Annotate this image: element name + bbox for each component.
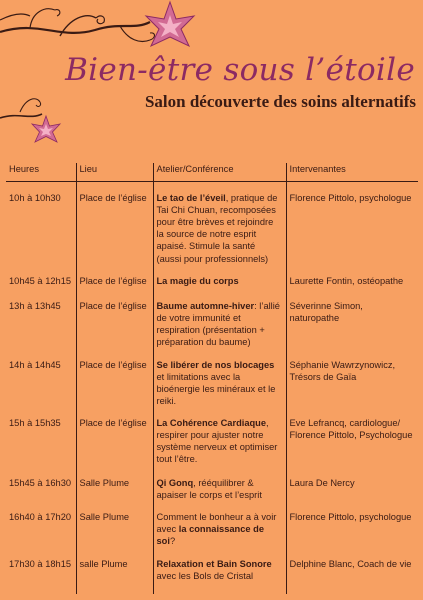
cell-speaker: Eve Lefrancq, cardiologue/ Florence Pittolo, Psychologue xyxy=(286,407,418,467)
cell-place: Place de l’église xyxy=(76,349,153,407)
cell-workshop xyxy=(153,349,286,407)
workshop-description: et limitations avec la bioénergie les minéraux et le reiki. xyxy=(156,371,276,406)
workshop-description: , pratique de Tai Chi Chuan, recomposées pour être brèves et rejoindre la source de notre esprit apaisé. Stimule la santé (aussi pour professionnels) xyxy=(156,193,278,264)
cell-workshop xyxy=(153,548,286,594)
table-row xyxy=(6,548,418,594)
cell-time: 16h40 à 17h20 xyxy=(9,512,72,523)
cell-place: Place de l’église xyxy=(76,407,153,467)
cell-place: Salle Plume xyxy=(76,467,153,501)
cell-speaker: Séphanie Wawrzynowicz, Trésors de Gaïa xyxy=(286,349,418,407)
cell-workshop xyxy=(153,265,286,290)
cell-speaker: Florence Pittolo, psychologue xyxy=(286,182,418,265)
workshop-intro: Comment le bonheur a à voir avec xyxy=(156,512,277,535)
table-header-row xyxy=(6,163,418,182)
cell-place: Salle Plume xyxy=(76,501,153,547)
schedule-table xyxy=(6,163,418,594)
cell-workshop xyxy=(153,467,286,501)
table-row xyxy=(6,265,418,290)
cell-time: 15h à 15h35 xyxy=(9,418,61,429)
workshop-title: Qi Gonq xyxy=(156,478,194,489)
table-row xyxy=(6,182,418,265)
cell-place: Place de l’église xyxy=(76,290,153,349)
cell-speaker: Séverinne Simon, naturopathe xyxy=(286,290,418,349)
workshop-description: : l’allié de votre immunité et respiration (présentation + préparation du baume) xyxy=(156,300,280,347)
workshop-description: ? xyxy=(169,536,176,547)
column-header-hours: Heures xyxy=(6,163,76,182)
cell-time: 10h45 à 12h15 xyxy=(9,275,72,286)
cell-workshop xyxy=(153,501,286,547)
workshop-title: Se libérer de nos blocages xyxy=(156,359,275,370)
workshop-title: Relaxation et Bain Sonore xyxy=(156,558,272,569)
cell-time: 15h45 à 16h30 xyxy=(9,478,72,489)
cell-place: salle Plume xyxy=(76,548,153,594)
cell-time: 17h30 à 18h15 xyxy=(9,558,72,569)
workshop-title: Baume automne-hiver xyxy=(156,300,255,311)
workshop-title: Le tao de l’éveil xyxy=(156,193,226,204)
cell-workshop xyxy=(153,182,286,265)
cell-speaker: Delphine Blanc, Coach de vie xyxy=(286,548,418,594)
workshop-title: La Cohérence Cardiaque xyxy=(156,418,267,429)
cell-speaker: Laura De Nercy xyxy=(286,467,418,501)
cell-speaker: Laurette Fontin, ostéopathe xyxy=(286,265,418,290)
table-row xyxy=(6,290,418,349)
cell-time: 10h à 10h30 xyxy=(9,193,61,204)
workshop-title: la connaissance de soi xyxy=(156,524,264,547)
table-row xyxy=(6,467,418,501)
table-row xyxy=(6,501,418,547)
table-row xyxy=(6,407,418,467)
cell-workshop xyxy=(153,407,286,467)
column-header-workshop: Atelier/Conférence xyxy=(153,163,286,182)
workshop-description: avec les Bols de Cristal xyxy=(156,570,254,581)
cell-time: 14h à 14h45 xyxy=(9,359,61,370)
page-title: Bien-être sous l’étoile xyxy=(65,52,415,88)
cell-workshop xyxy=(153,290,286,349)
cell-time: 13h à 13h45 xyxy=(9,300,61,311)
workshop-title: La magie du corps xyxy=(156,275,239,286)
workshop-description: , respirer pour ajuster notre système nerveux et optimiser tout l’être. xyxy=(156,418,278,465)
page-subtitle: Salon découverte des soins alternatifs xyxy=(144,92,416,111)
cell-speaker: Florence Pittolo, psychologue xyxy=(286,501,418,547)
column-header-speakers: Intervenantes xyxy=(286,163,418,182)
cell-place: Place de l’église xyxy=(76,265,153,290)
table-row xyxy=(6,349,418,407)
column-header-place: Lieu xyxy=(76,163,153,182)
workshop-description: , rééquilibrer & apaiser le corps et l’esprit xyxy=(156,478,262,501)
cell-place: Place de l’église xyxy=(76,182,153,265)
